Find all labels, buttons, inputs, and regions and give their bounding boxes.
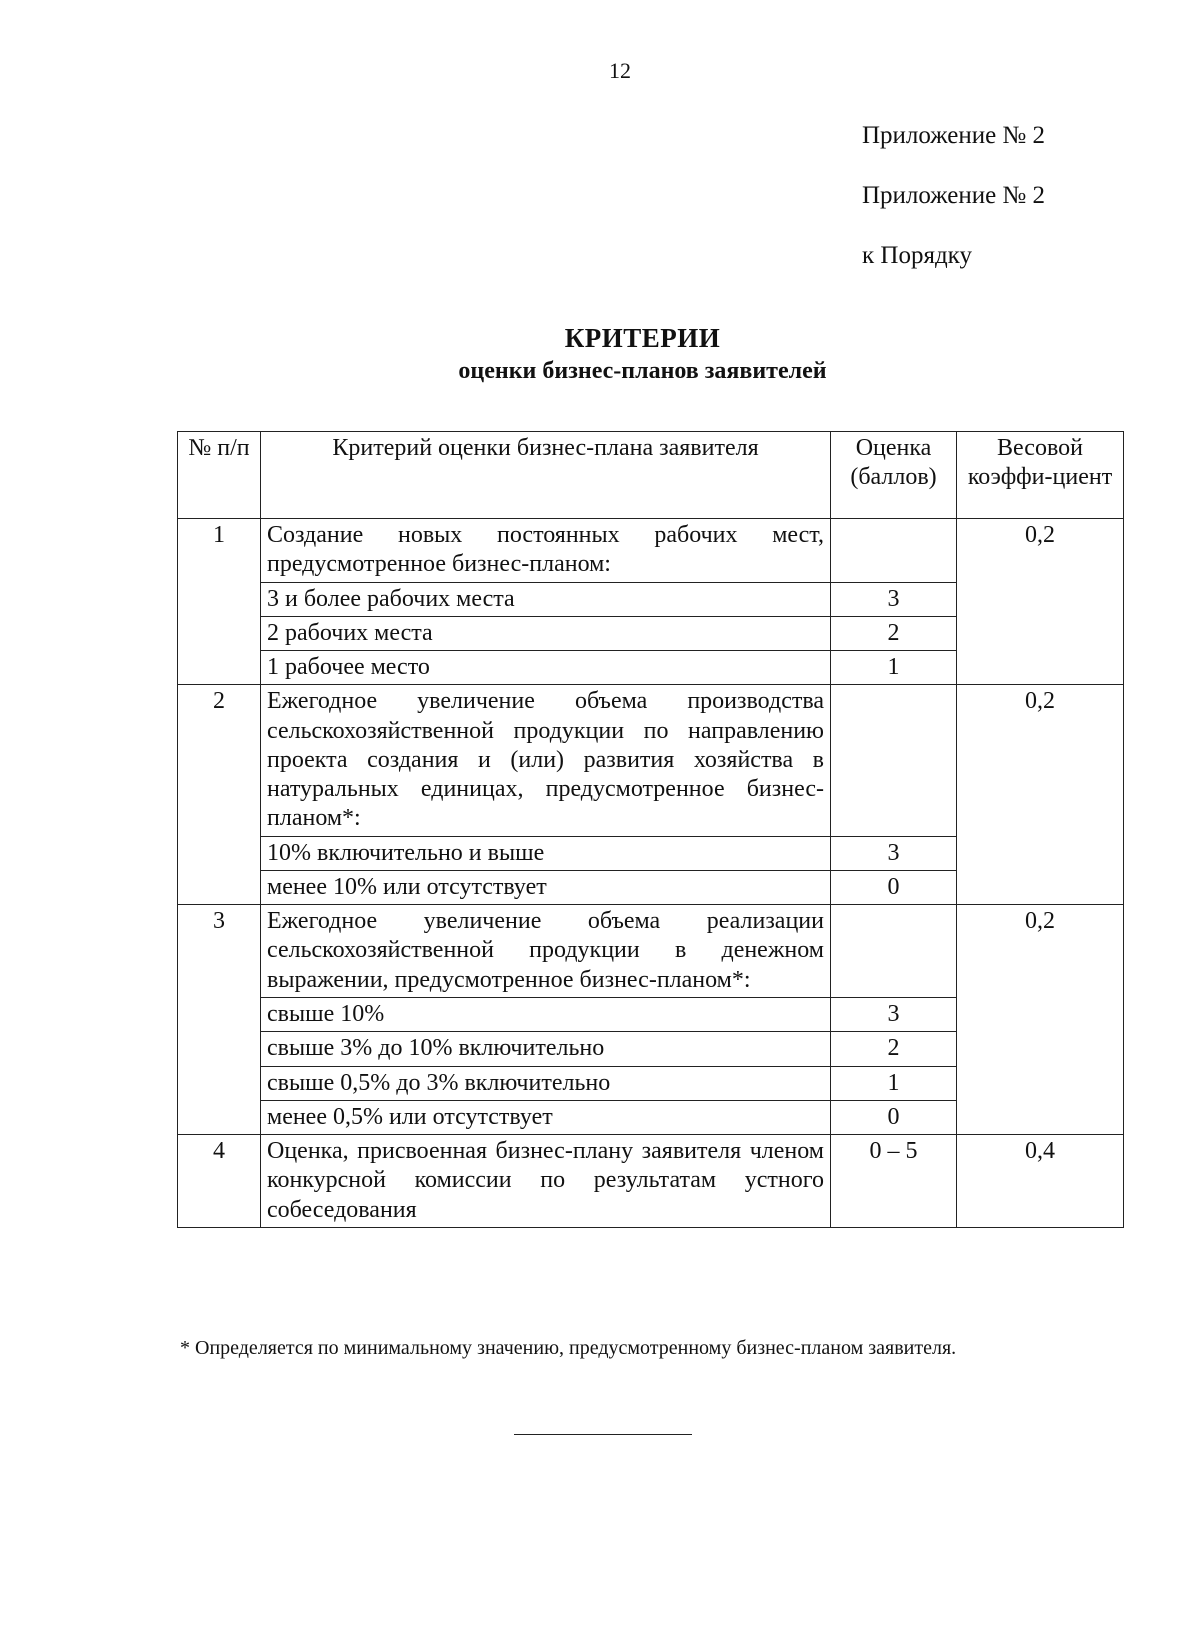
score-cell: 0 – 5 xyxy=(831,1135,957,1228)
option-score: 3 xyxy=(831,582,957,616)
row-number: 3 xyxy=(178,905,261,1135)
option-score: 3 xyxy=(831,836,957,870)
criteria-table xyxy=(177,431,1124,1228)
weight-cell: 0,2 xyxy=(957,905,1124,1135)
weight-cell: 0,2 xyxy=(957,519,1124,685)
option-label: свыше 10% xyxy=(261,997,831,1031)
criterion-text: Ежегодное увеличение объема производства сельскохозяйственной продукции по направлению проекта создания и (или) развития хозяйства в натуральных единицах, предусмотренное бизнес-планом*: xyxy=(261,685,831,836)
option-score: 0 xyxy=(831,870,957,904)
option-score: 0 xyxy=(831,1100,957,1134)
option-score: 1 xyxy=(831,1066,957,1100)
option-label: свыше 3% до 10% включительно xyxy=(261,1032,831,1066)
option-label: менее 10% или отсутствует xyxy=(261,870,831,904)
criterion-text: Оценка, присвоенная бизнес-плану заявителя членом конкурсной комиссии по результатам устного собеседования xyxy=(261,1135,831,1228)
appendix-line-3: к Порядку xyxy=(862,242,972,269)
score-cell xyxy=(831,905,957,998)
option-label: 2 рабочих места xyxy=(261,616,831,650)
option-score: 2 xyxy=(831,1032,957,1066)
header-score: Оценка (баллов) xyxy=(831,432,957,519)
criterion-text: Ежегодное увеличение объема реализации сельскохозяйственной продукции в денежном выражении, предусмотренное бизнес-планом*: xyxy=(261,905,831,998)
footnote: * Определяется по минимальному значению, предусмотренному бизнес-планом заявителя. xyxy=(180,1337,957,1359)
row-number: 4 xyxy=(178,1135,261,1228)
appendix-line-1: Приложение № 2 xyxy=(862,122,1046,149)
table-row xyxy=(178,519,1124,583)
score-cell xyxy=(831,685,957,836)
weight-cell: 0,2 xyxy=(957,685,1124,905)
option-label: менее 0,5% или отсутствует xyxy=(261,1100,831,1134)
option-label: 3 и более рабочих места xyxy=(261,582,831,616)
document-subtitle: оценки бизнес-планов заявителей xyxy=(458,358,827,384)
option-score: 3 xyxy=(831,997,957,1031)
document-title: КРИТЕРИИ xyxy=(564,323,721,353)
option-label: свыше 0,5% до 3% включительно xyxy=(261,1066,831,1100)
header-weight: Весовой коэффи-циент xyxy=(957,432,1124,519)
table-header-row xyxy=(178,432,1124,519)
page-number: 12 xyxy=(609,58,631,83)
table-row xyxy=(178,905,1124,998)
score-cell xyxy=(831,519,957,583)
table-row xyxy=(178,685,1124,836)
table-row xyxy=(178,1135,1124,1228)
header-criterion: Критерий оценки бизнес-плана заявителя xyxy=(261,432,831,519)
option-score: 2 xyxy=(831,616,957,650)
row-number: 1 xyxy=(178,519,261,685)
option-score: 1 xyxy=(831,651,957,685)
row-number: 2 xyxy=(178,685,261,905)
appendix-line-2: Приложение № 2 xyxy=(862,182,1046,209)
end-divider xyxy=(514,1434,692,1435)
weight-cell: 0,4 xyxy=(957,1135,1124,1228)
option-label: 1 рабочее место xyxy=(261,651,831,685)
criterion-text: Создание новых постоянных рабочих мест, предусмотренное бизнес-планом: xyxy=(261,519,831,583)
header-num: № п/п xyxy=(178,432,261,519)
option-label: 10% включительно и выше xyxy=(261,836,831,870)
